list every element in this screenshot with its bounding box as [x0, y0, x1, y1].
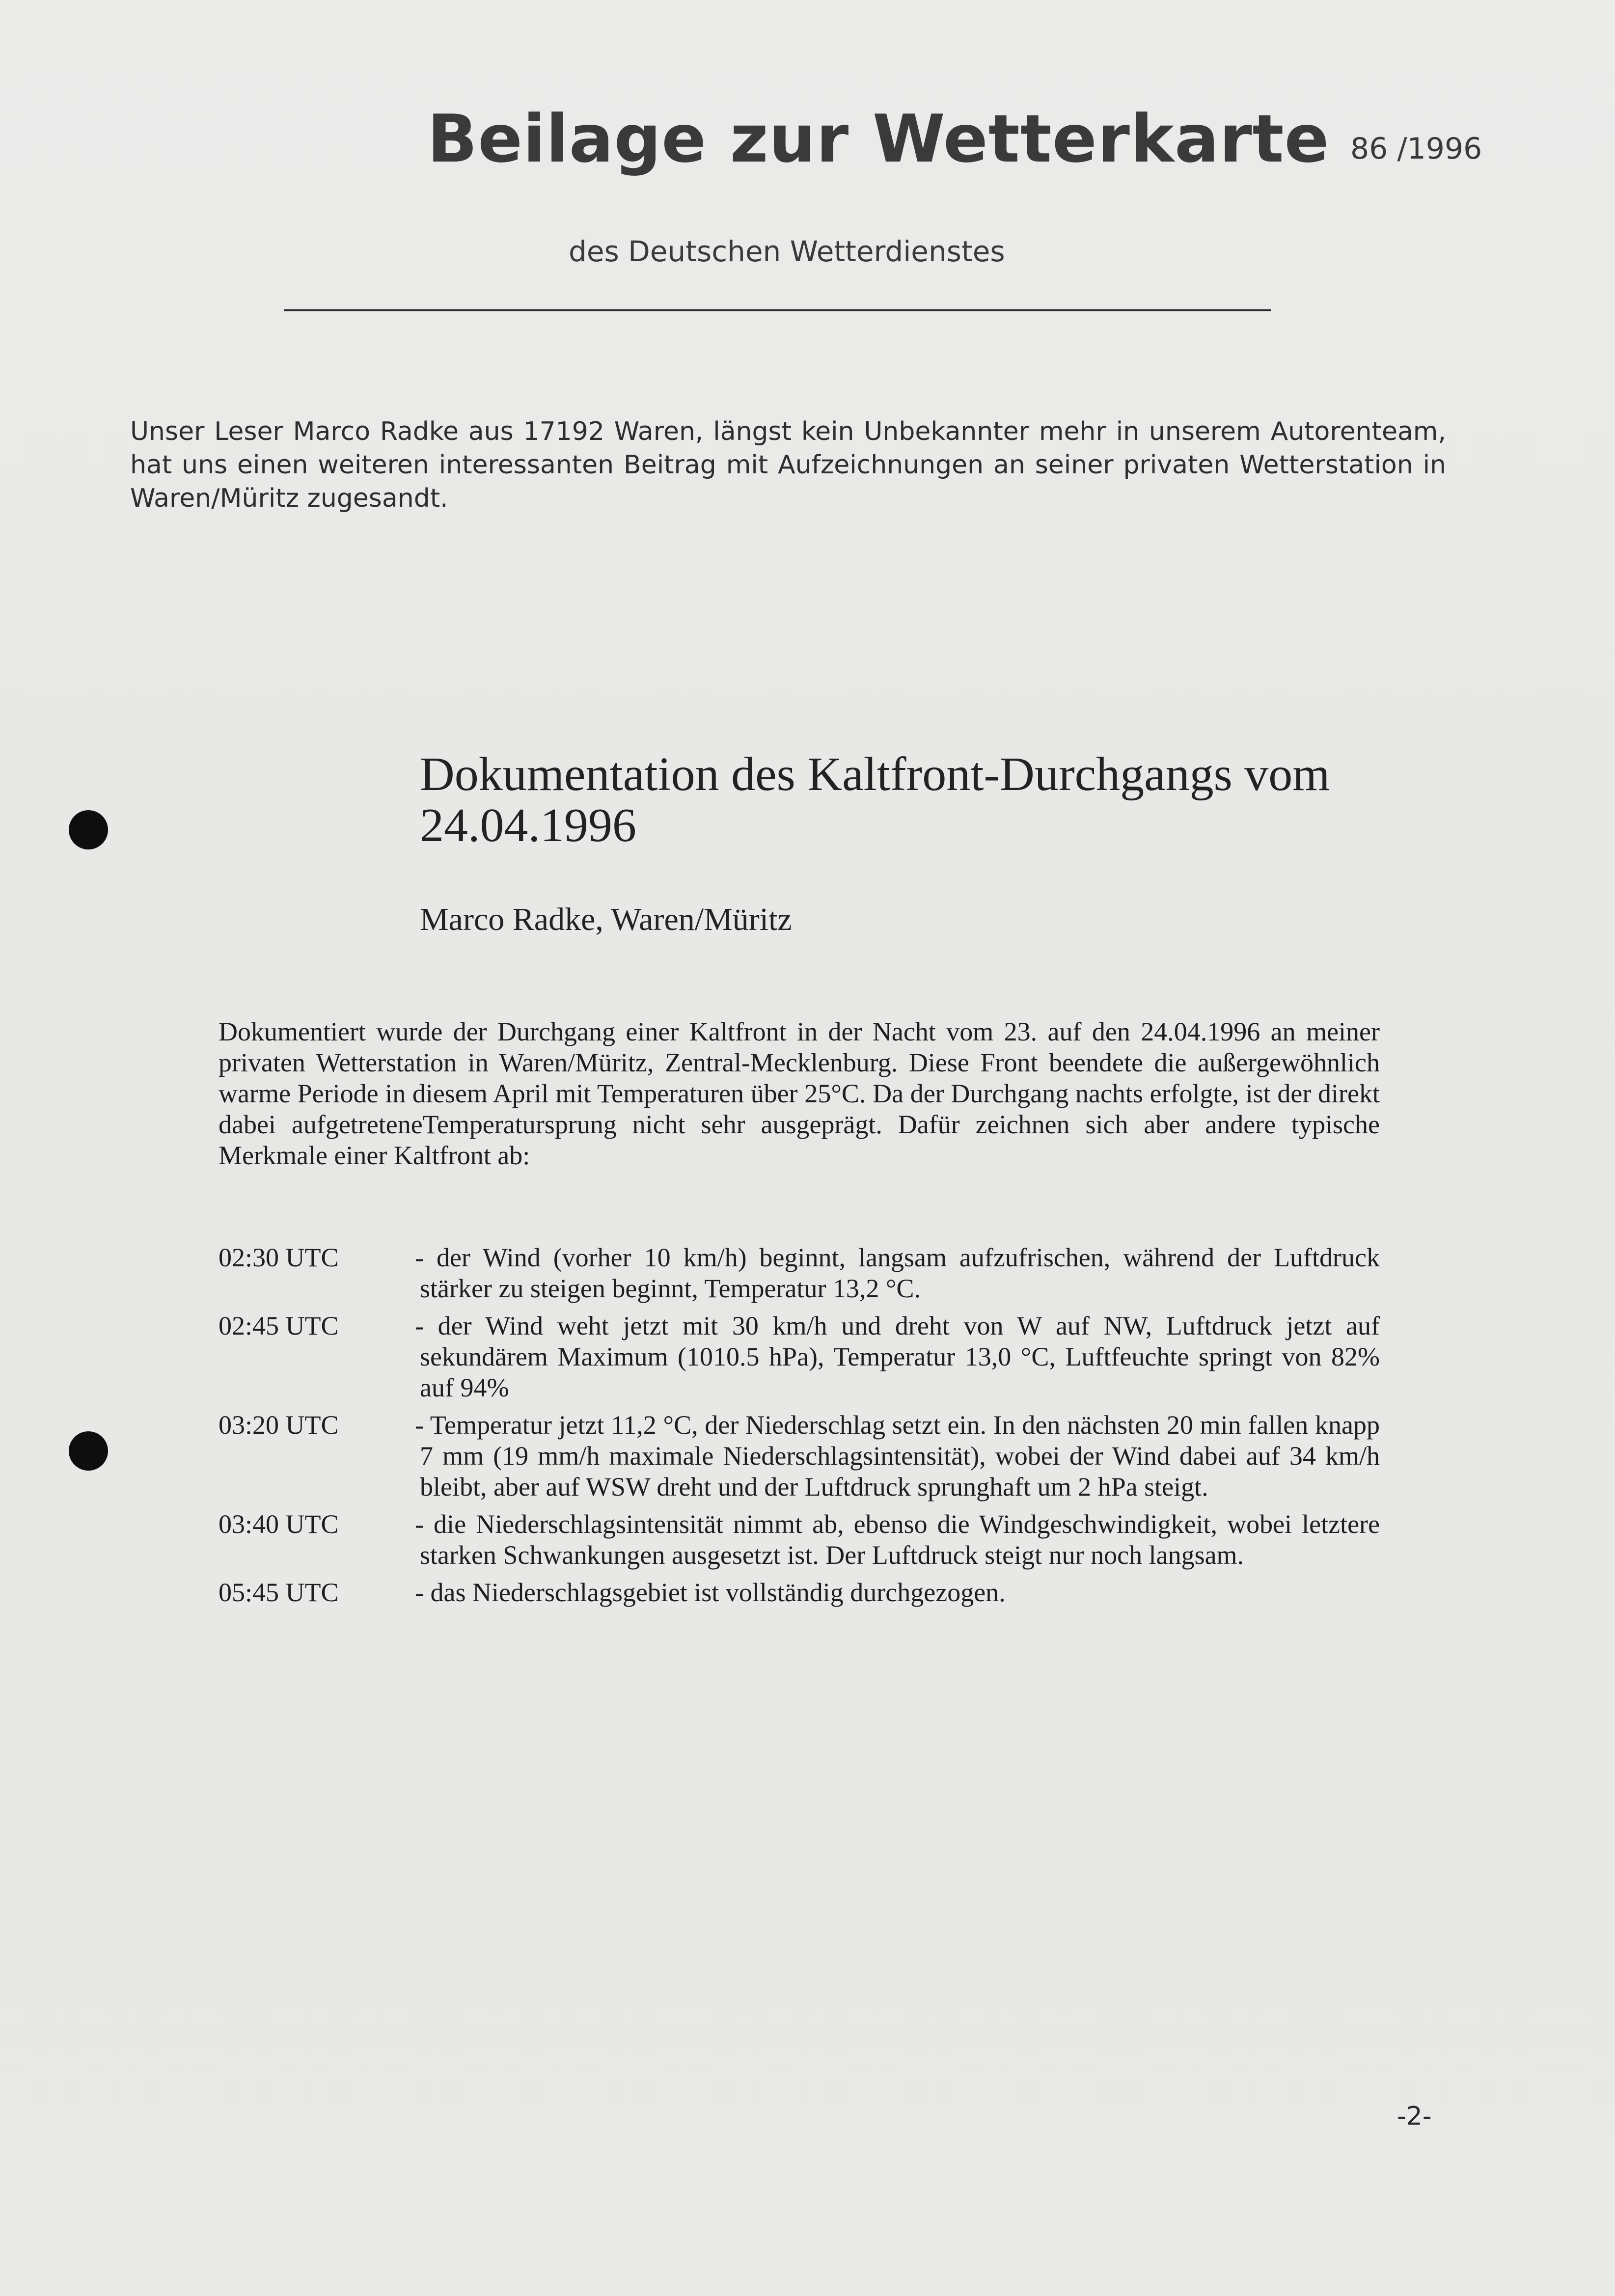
punch-hole-top	[69, 810, 108, 849]
article-author: Marco Radke, Waren/Müritz	[420, 902, 792, 937]
timeline-entry	[219, 1410, 1380, 1503]
entry-time: 02:45 UTC	[219, 1311, 339, 1340]
entry-text: - Temperatur jetzt 11,2 °C, der Niederschlag setzt ein. In den nächsten 20 min fallen knapp 7 mm (19 mm/h maximale Niederschlagsintensität), wobei der Wind dabei auf 34 km/h bleibt, aber auf WSW dreht und der Luftdruck sprunghaft um 2 hPa steigt.	[415, 1410, 1380, 1502]
timeline-entry	[219, 1577, 1380, 1608]
header-divider	[284, 309, 1271, 311]
entry-time: 05:45 UTC	[219, 1578, 339, 1607]
entry-time: 02:30 UTC	[219, 1243, 339, 1272]
header-subtitle: des Deutschen Wetterdienstes	[569, 235, 1005, 268]
issue-number: 86 /1996	[1350, 132, 1482, 166]
entry-time: 03:40 UTC	[219, 1509, 339, 1539]
entry-text: - der Wind weht jetzt mit 30 km/h und dreht von W auf NW, Luftdruck jetzt auf sekundärem Maximum (1010.5 hPa), Temperatur 13,0 °C, Luftfeuchte springt von 82% auf 94%	[415, 1311, 1380, 1402]
article-body: Dokumentiert wurde der Durchgang einer Kaltfront in der Nacht vom 23. auf den 24.04.1996 an meiner privaten Wetterstation in Waren/Müritz, Zentral-Mecklenburg. Diese Front beendete die außergewöhnlich warme Periode in diesem April mit Temperaturen über 25°C. Da der Durchgang nachts erfolgte, ist der direkt dabei aufgetreteneTemperatursprung nicht sehr ausgeprägt. Dafür zeichnen sich aber andere typische Merkmale einer Kaltfront ab:	[219, 1017, 1380, 1170]
entry-time: 03:20 UTC	[219, 1410, 339, 1440]
page-number: -2-	[1397, 2102, 1432, 2131]
timeline-entry	[219, 1242, 1380, 1304]
entry-text: - der Wind (vorher 10 km/h) beginnt, langsam aufzufrischen, während der Luftdruck stärker zu steigen beginnt, Temperatur 13,2 °C.	[415, 1243, 1380, 1303]
punch-hole-bottom	[69, 1431, 108, 1471]
timeline-list	[219, 1242, 1380, 1614]
entry-text: - das Niederschlagsgebiet ist vollständig durchgezogen.	[415, 1578, 1006, 1607]
intro-paragraph: Unser Leser Marco Radke aus 17192 Waren, längst kein Unbekannter mehr in unserem Autorenteam, hat uns einen weiteren interessanten Beitrag mit Aufzeichnungen an seiner privaten Wetterstation in Waren/Müritz zugesandt.	[130, 417, 1446, 513]
article-title: Dokumentation des Kaltfront-Durchgangs vom 24.04.1996	[420, 748, 1330, 852]
header-title: Beilage zur Wetterkarte	[427, 101, 1330, 177]
entry-text: - die Niederschlagsintensität nimmt ab, ebenso die Windgeschwindigkeit, wobei letztere starken Schwankungen ausgesetzt ist. Der Luftdruck steigt nur noch langsam.	[415, 1509, 1380, 1570]
timeline-entry	[219, 1509, 1380, 1571]
timeline-entry	[219, 1311, 1380, 1403]
